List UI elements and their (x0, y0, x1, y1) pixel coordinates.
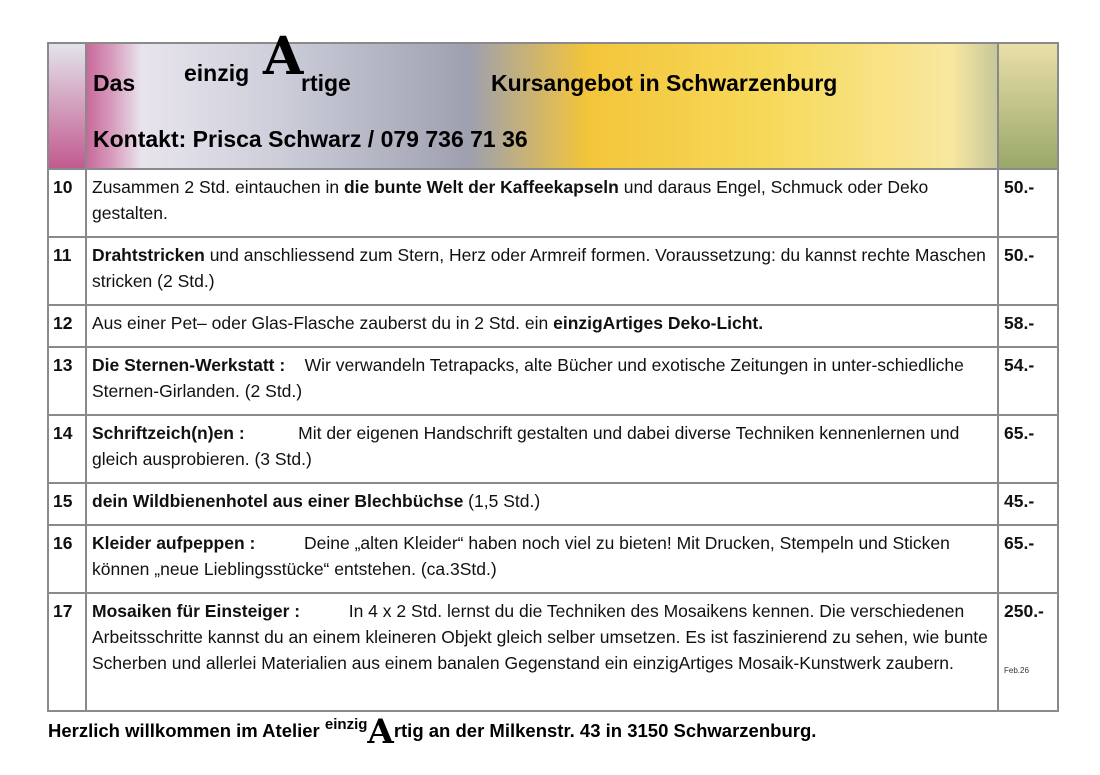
course-price: 250.- (1004, 601, 1044, 621)
footer-logo-initial: A (367, 712, 394, 752)
banner-center (86, 26, 998, 169)
banner-left (48, 43, 86, 169)
desc-post: Mit der eigenen Handschrift gestalten und dabei diverse Techniken kennenlernen und gleich ausprobieren. (3 Std.) (92, 423, 965, 469)
course-row (48, 347, 1058, 415)
course-price: 65.- (1004, 533, 1035, 553)
logo-suffix: rtige (301, 70, 351, 96)
course-number: 12 (48, 305, 86, 347)
desc-post: (1,5 Std.) (463, 491, 541, 511)
logo-prefix: einzig (184, 60, 250, 86)
course-row (48, 525, 1058, 593)
course-price-cell (998, 415, 1058, 483)
desc-bold: Mosaiken für Einsteiger : (92, 601, 301, 621)
course-price-cell (998, 347, 1058, 415)
course-price-cell (998, 483, 1058, 525)
desc-bold: Kleider aufpeppen : (92, 533, 256, 553)
course-description (86, 237, 998, 305)
course-table (47, 26, 1059, 712)
course-number: 15 (48, 483, 86, 525)
course-price: 65.- (1004, 423, 1035, 443)
course-number: 14 (48, 415, 86, 483)
course-row (48, 483, 1058, 525)
desc-post: Deine „alten Kleider“ haben noch viel zu bieten! Mit Drucken, Stempeln und Sticken können „neue Lieblingsstücke“ entstehen. (ca.3Std.) (92, 533, 955, 579)
desc-pre: Zusammen 2 Std. eintauchen in (92, 177, 344, 197)
course-description (86, 593, 998, 711)
das-label: Das (93, 70, 136, 96)
course-price: 58.- (1004, 313, 1035, 333)
course-number: 10 (48, 169, 86, 237)
course-number: 17 (48, 593, 86, 711)
course-price-cell (998, 525, 1058, 593)
course-row (48, 237, 1058, 305)
desc-bold: Drahtstricken (92, 245, 205, 265)
course-row (48, 305, 1058, 347)
course-price: 54.- (1004, 355, 1035, 375)
course-price-cell (998, 593, 1058, 711)
course-price: 50.- (1004, 177, 1035, 197)
footer-logo-prefix: einzig (324, 716, 368, 733)
desc-bold: Schriftzeich(n)en : (92, 423, 245, 443)
course-row (48, 415, 1058, 483)
course-number: 13 (48, 347, 86, 415)
course-price: 45.- (1004, 491, 1035, 511)
course-description (86, 305, 998, 347)
footer (48, 706, 817, 752)
desc-pre: Aus einer Pet– oder Glas-Flasche zauberst du in 2 Std. ein (92, 313, 554, 333)
header-banner (48, 43, 1058, 169)
course-price: 50.- (1004, 245, 1035, 265)
course-row (48, 169, 1058, 237)
course-number: 16 (48, 525, 86, 593)
course-price-cell (998, 169, 1058, 237)
course-description (86, 347, 998, 415)
course-description (86, 483, 998, 525)
contact-line: Kontakt: Prisca Schwarz / 079 736 71 36 (93, 126, 528, 152)
desc-bold: dein Wildbienenhotel aus einer Blechbüchse (92, 491, 464, 511)
desc-post: In 4 x 2 Std. lernst du die Techniken des Mosaikens kennen. Die verschiedenen Arbeitsschritte kannst du an einem kleineren Objekt gleich selber umsetzen. Es ist faszinierend zu sehen, wie bunte Scherben und allerlei Materialien aus einem banalen Gegenstand ein einzigArtiges Mosaik-Kunstwerk zaubern. (92, 601, 993, 673)
course-number: 11 (48, 237, 86, 305)
desc-bold: die bunte Welt der Kaffeekapseln (343, 177, 619, 197)
logo-initial: A (263, 26, 304, 87)
desc-post: und daraus Engel, Schmuck oder Deko gestalten. (92, 177, 934, 223)
course-price-cell (998, 305, 1058, 347)
course-price-cell (998, 237, 1058, 305)
desc-bold: Die Sternen-Werkstatt : (92, 355, 286, 375)
banner-right (998, 43, 1058, 169)
date-note: Feb.26 (1004, 666, 1029, 675)
footer-address: an der Milkenstr. 43 in 3150 Schwarzenburg. (423, 720, 817, 741)
footer-pre: Herzlich willkommen im Atelier (48, 720, 325, 741)
desc-post: und anschliessend zum Stern, Herz oder Armreif formen. Voraussetzung: du kannst rechte Maschen stricken (2 Std.) (92, 245, 991, 291)
course-row (48, 593, 1058, 711)
desc-bold: einzigArtiges Deko-Licht. (553, 313, 764, 333)
desc-post: Wir verwandeln Tetrapacks, alte Bücher und exotische Zeitungen in unter-schiedliche Sternen-Girlanden. (2 Std.) (92, 355, 969, 401)
header-title: Kursangebot in Schwarzenburg (491, 70, 838, 96)
course-description (86, 525, 998, 593)
course-description (86, 169, 998, 237)
footer-logo-suffix: rtig (393, 720, 424, 741)
course-description (86, 415, 998, 483)
